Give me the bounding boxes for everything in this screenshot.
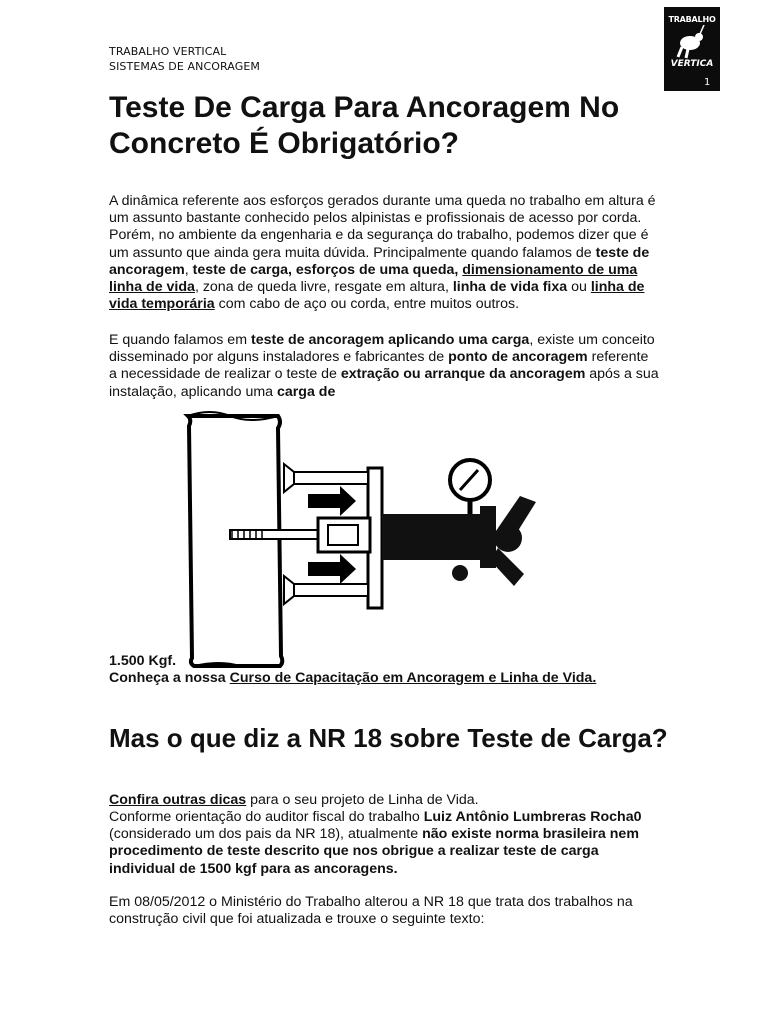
nr18-paragraph xyxy=(109,809,659,878)
header-line-2: SISTEMAS DE ANCORAGEM xyxy=(109,60,260,73)
intro-text-4: , zona de queda livre, resgate em altura, xyxy=(194,279,453,296)
climber-icon xyxy=(674,25,710,59)
more-tips-link[interactable]: Confira outras dicas xyxy=(109,792,247,808)
load-and-course-paragraph xyxy=(109,653,659,687)
para2-text-1: E quando falamos em xyxy=(109,332,251,348)
intro-bold-anchor-test: teste de ancoragem xyxy=(109,244,650,278)
para5-text: Em 08/05/2012 o Ministério do Trabalho alterou a NR 18 que trata dos trabalhos na construção civil que foi atualizada e trouxe o seguinte texto: xyxy=(109,894,633,928)
section-heading: Mas o que diz a NR 18 sobre Teste de Carga? xyxy=(109,723,668,753)
logo-top-text: TRABALHO xyxy=(668,15,716,24)
intro-paragraph xyxy=(109,193,659,313)
anchor-test-paragraph xyxy=(109,332,659,401)
para2-bold-1: teste de ancoragem aplicando uma carga xyxy=(250,332,530,348)
lifeline-sizing-link[interactable]: dimensionamento de uma linha de vida xyxy=(109,261,638,296)
para2-bold-4: carga de xyxy=(277,383,336,400)
intro-text-5: ou xyxy=(567,279,591,296)
para2-bold-2: ponto de ancoragem xyxy=(448,349,588,366)
intro-text-2: , xyxy=(184,261,193,278)
temporary-lifeline-link[interactable]: linha de vida temporária xyxy=(109,279,645,313)
course-prefix: Conheça a nossa xyxy=(109,670,230,687)
para2-text-3: referente a necessidade de realizar o teste de xyxy=(109,349,649,383)
load-value: 1.500 Kgf. xyxy=(109,653,177,669)
auditor-name: Luiz Antônio Lumbreras Rocha0 xyxy=(423,809,642,825)
intro-text-6: com cabo de aço ou corda, entre muitos outros. xyxy=(214,296,520,313)
brand-logo xyxy=(664,7,720,91)
header-line-1: TRABALHO VERTICAL xyxy=(109,45,227,58)
anchor-pull-test-diagram xyxy=(180,398,550,673)
tips-text: para o seu projeto de Linha de Vida. xyxy=(246,792,479,808)
para2-bold-3: extração ou arranque da ancoragem xyxy=(340,366,586,383)
ministry-paragraph xyxy=(109,894,659,928)
document-header xyxy=(109,44,260,74)
para2-text-2: , existe um conceito disseminado por alguns instaladores e fabricantes de xyxy=(109,332,655,366)
intro-bold-fixed-lifeline: linha de vida fixa xyxy=(452,279,568,296)
intro-text-1: A dinâmica referente aos esforços gerados durante uma queda no trabalho em altura é um assunto bastante conhecido pelos alpinistas e profissionais de acesso por corda. Porém, no ambiente da engenharia e da segurança do trabalho, podemos dizer que é um assunto que ainda gera muita dúvida. Principalmente quando falamos de xyxy=(109,193,656,261)
course-link[interactable]: Curso de Capacitação em Ancoragem e Linha de Vida. xyxy=(229,670,597,687)
para4-text-1: Conforme orientação do auditor fiscal do trabalho xyxy=(109,809,424,825)
para4-text-2: (considerado um dos pais da NR 18), atualmente xyxy=(109,826,423,843)
logo-bottom-text: VERTICA xyxy=(670,59,714,69)
para4-bold-conclusion: não existe norma brasileira nem procedimento de teste descrito que nos obrigue a realizar teste de carga individual de 1500 kgf para as ancoragens. xyxy=(109,826,639,877)
intro-bold-load-test: teste de carga, esforços de uma queda, xyxy=(192,261,459,278)
para2-text-4: após a sua instalação, aplicando uma xyxy=(109,366,659,400)
page-number: 1 xyxy=(703,77,710,88)
tips-paragraph xyxy=(109,792,659,809)
page-title: Teste De Carga Para Ancoragem No Concreto É Obrigatório? xyxy=(109,91,620,160)
anchor-test-figure xyxy=(180,398,550,668)
